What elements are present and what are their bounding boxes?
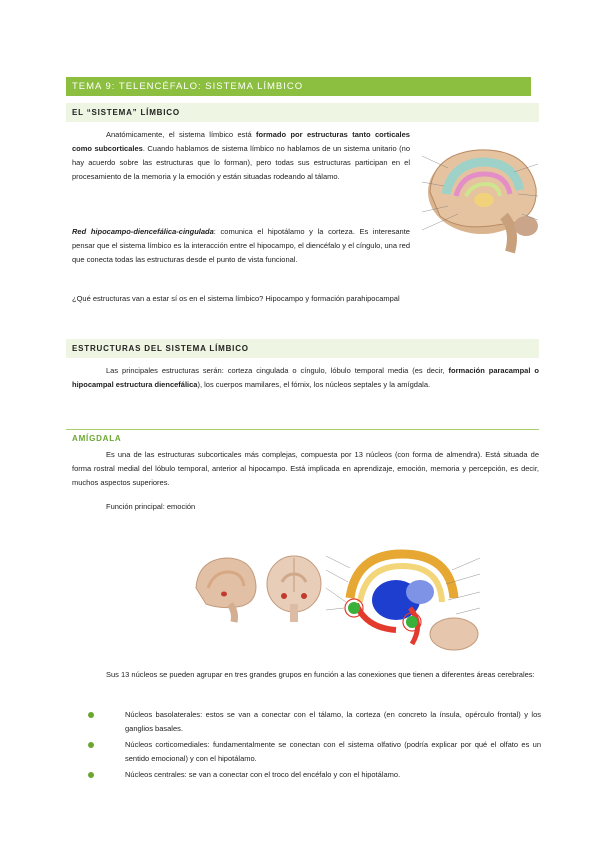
section-heading-estructuras: ESTRUCTURAS DEL SISTEMA LÍMBICO [66, 339, 539, 358]
paragraph-red-hipocampo: Red hipocampo-diencefálica-cingulada: comunica el hipotálamo y la corteza. Es interesante pensar que el sistema límbico es la interacción entre el hipocampo, el diencéfalo y el cíngulo, una red que conecta todas las estructuras desde el punto de vista funcional. [72, 227, 410, 264]
list-item: Núcleos centrales: se van a conectar con el troco del encéfalo y con el hipotálamo. [86, 768, 541, 782]
brain-sagittal-figure [418, 134, 542, 260]
paragraph-funcion-principal: Función principal: emoción [106, 502, 196, 511]
bullet-icon [88, 772, 94, 778]
bullet-icon [88, 712, 94, 718]
paragraph-estructuras: Las principales estructuras serán: corteza cingulada o cíngulo, lóbulo temporal media (es decir, formación paracampal o hipocampal estructura diencefálica), los cuerpos mamilares, el fórnix, los núcleos septales y la amígdala. [72, 366, 539, 389]
brain-coronal-small-figure [264, 552, 324, 624]
paragraph-nucleos: Sus 13 núcleos se pueden agrupar en tres grandes grupos en función a las conexiones que tienen a diferentes áreas cerebrales: [106, 670, 535, 679]
limbic-structures-3d-figure [326, 548, 480, 652]
paragraph-anatomia: Anatómicamente, el sistema límbico está formado por estructuras tanto corticales como subcorticales. Cuando hablamos de sistema límbico no hablamos de un sistema unitario (no hay acuerdo sobre las estructuras que lo forman), pero todas sus estructuras participan en el procesamiento de la memoria y la emoción y están situadas rodeando al tálamo. [72, 130, 410, 181]
section-heading-amigdala: AMÍGDALA [66, 429, 539, 443]
section-heading-sistema-limbico: EL “SISTEMA” LÍMBICO [66, 103, 539, 122]
bullet-icon [88, 742, 94, 748]
list-item: Núcleos basolaterales: estos se van a conectar con el tálamo, la corteza (en concreto la ínsula, opérculo frontal) y los ganglios basales. [86, 708, 541, 736]
question-line: ¿Qué estructuras van a estar sí os en el sistema límbico? Hipocampo y formación parahipocampal [72, 294, 400, 303]
document-title: TEMA 9: TELENCÉFALO: SISTEMA LÍMBICO [66, 77, 531, 96]
brain-sagittal-small-figure [192, 552, 260, 624]
list-item: Núcleos corticomediales: fundamentalmente se conectan con el sistema olfativo (podría explicar por qué el olfato es un sentido emocional) y con el hipotálamo. [86, 738, 541, 766]
nucleos-list [86, 708, 541, 784]
paragraph-amigdala: Es una de las estructuras subcorticales más complejas, compuesta por 13 núcleos (con forma de almendra). Está situada de forma rostral medial del lóbulo temporal, anterior al hipocampo. Está implicada en aprendizaje, emoción, memoria y percepción, es decir, muchos aspectos superiores. [72, 450, 539, 487]
